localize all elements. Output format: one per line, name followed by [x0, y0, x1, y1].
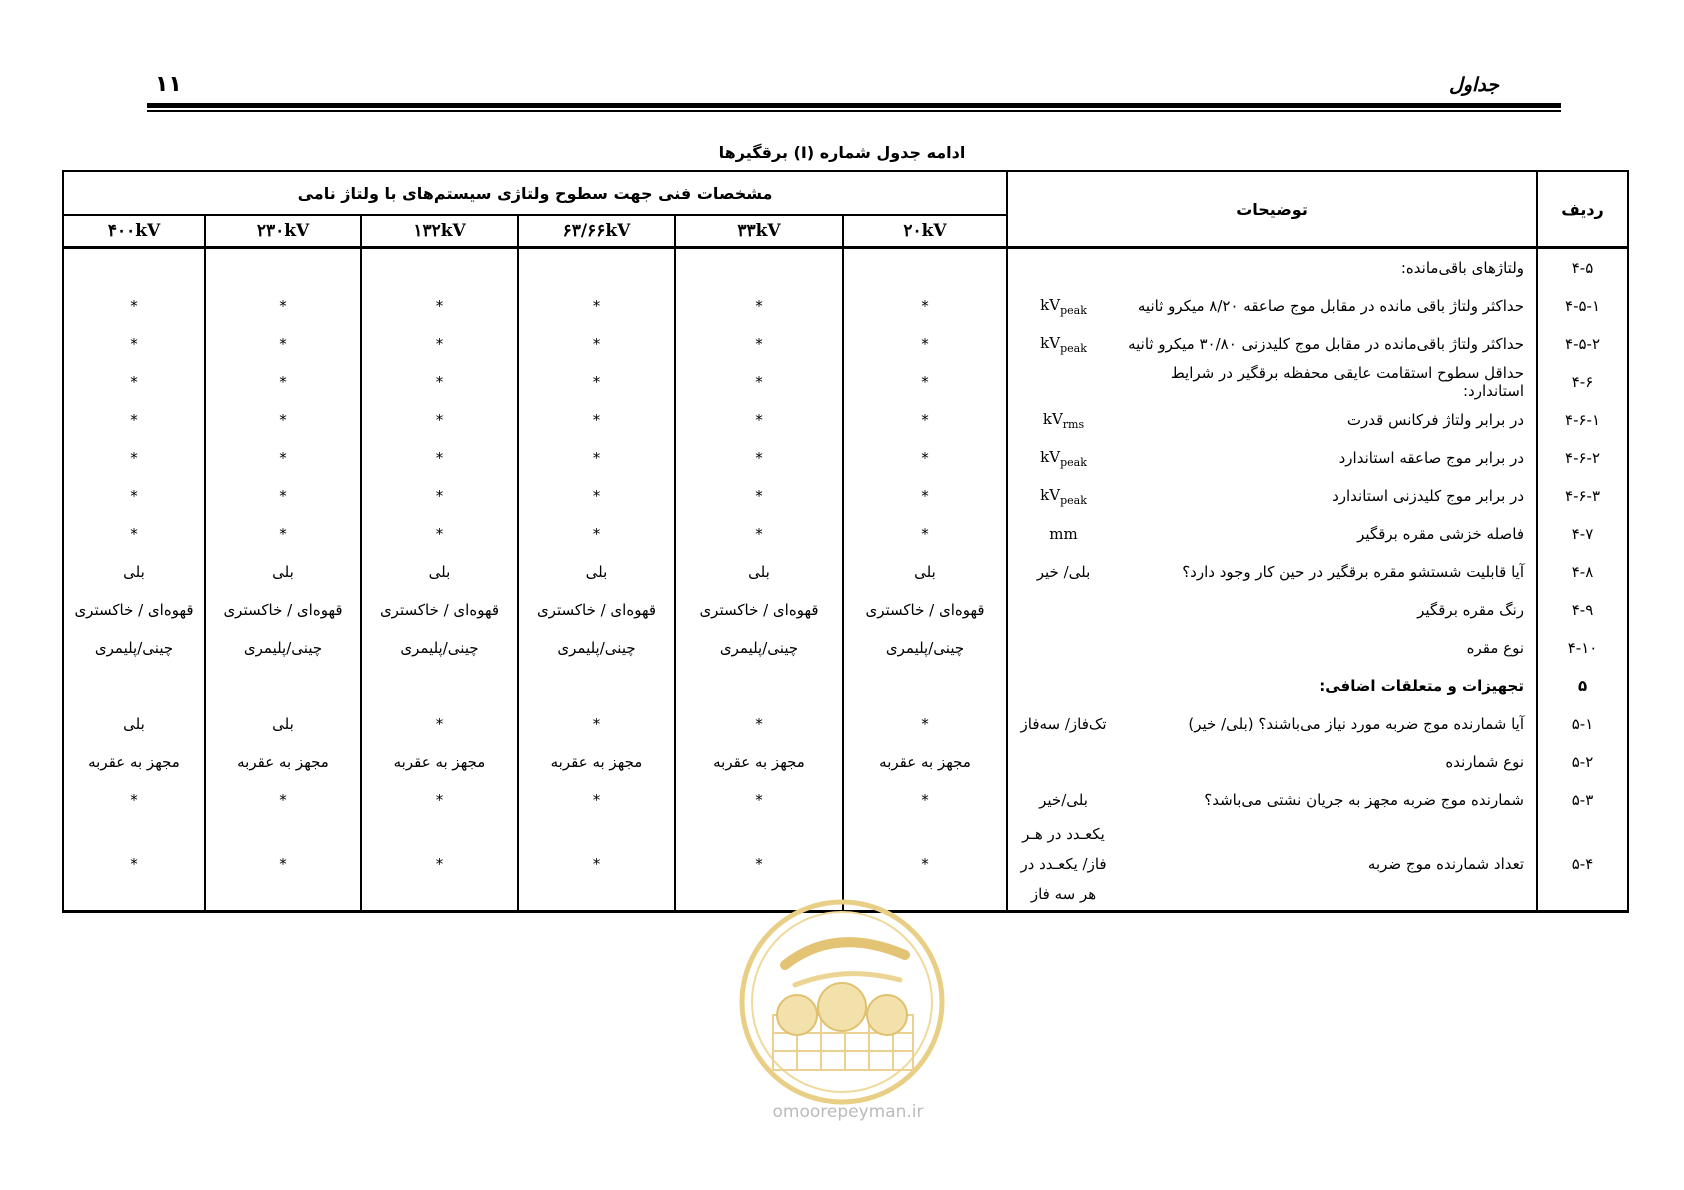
description-cell: در برابر ولتاژ فرکانس قدرت — [1119, 401, 1537, 439]
value-cell — [518, 248, 675, 288]
unit-cell — [1007, 363, 1119, 401]
unit-sub: peak — [1060, 341, 1087, 355]
description-cell: شمارنده موج ضربه مجهز به جریان نشتی می‌باشد؟ — [1119, 781, 1537, 819]
value-cell: قهوه‌ای / خاکستری — [843, 591, 1007, 629]
row-number-cell: ۴-۵-۱ — [1537, 287, 1628, 325]
unit-cell — [1007, 591, 1119, 629]
unit-main: kV — [1040, 333, 1061, 352]
value-cell: * — [205, 287, 361, 325]
value-cell: * — [675, 439, 843, 477]
value-cell: * — [843, 819, 1007, 911]
value-cell: * — [205, 781, 361, 819]
value-cell: * — [361, 401, 518, 439]
value-cell: * — [361, 515, 518, 553]
voltage-header: ۱۳۲kV — [361, 215, 518, 248]
table-row — [63, 629, 1628, 667]
unit-cell — [1007, 287, 1119, 325]
value-cell: * — [843, 477, 1007, 515]
table-row — [63, 325, 1628, 363]
description-cell: نوع مقره — [1119, 629, 1537, 667]
row-number-cell: ۵-۳ — [1537, 781, 1628, 819]
value-cell — [63, 667, 205, 705]
description-cell: حداقل سطوح استقامت عایقی محفظه برقگیر در شرایط استاندارد: — [1119, 363, 1537, 401]
value-cell: قهوه‌ای / خاکستری — [675, 591, 843, 629]
voltage-header: ۴۰۰kV — [63, 215, 205, 248]
row-number-cell: ۵-۴ — [1537, 819, 1628, 911]
row-number-cell: ۴-۵ — [1537, 248, 1628, 288]
unit-cell — [1007, 629, 1119, 667]
value-cell: مجهز به عقربه — [518, 743, 675, 781]
row-number-cell: ۴-۷ — [1537, 515, 1628, 553]
value-cell: * — [518, 439, 675, 477]
voltage-header: ۳۳kV — [675, 215, 843, 248]
unit-main: kV — [1040, 485, 1061, 504]
value-cell: بلی — [518, 553, 675, 591]
row-number-cell: ۴-۶-۱ — [1537, 401, 1628, 439]
value-cell: * — [843, 363, 1007, 401]
unit-cell — [1007, 248, 1119, 288]
unit-cell: بلی/خیر — [1007, 781, 1119, 819]
value-cell: * — [63, 401, 205, 439]
description-cell: نوع شمارنده — [1119, 743, 1537, 781]
value-cell: * — [205, 515, 361, 553]
description-cell: آیا شمارنده موج ضربه مورد نیاز می‌باشند؟ (بلی/ خیر) — [1119, 705, 1537, 743]
value-cell: چینی/پلیمری — [63, 629, 205, 667]
unit-sub: rms — [1062, 417, 1085, 431]
table-row — [63, 401, 1628, 439]
unit-main: kV — [1040, 295, 1061, 314]
value-cell: * — [518, 477, 675, 515]
value-cell: بلی — [205, 553, 361, 591]
voltage-header: ۲۰kV — [843, 215, 1007, 248]
description-cell: فاصله خزشی مقره برقگیر — [1119, 515, 1537, 553]
value-cell: بلی — [361, 553, 518, 591]
value-cell: مجهز به عقربه — [675, 743, 843, 781]
value-cell — [843, 667, 1007, 705]
value-cell: * — [361, 363, 518, 401]
value-cell: * — [361, 325, 518, 363]
table-row — [63, 667, 1628, 705]
value-cell — [361, 248, 518, 288]
value-cell: چینی/پلیمری — [361, 629, 518, 667]
value-cell: * — [843, 515, 1007, 553]
unit-cell: بلی/ خیر — [1007, 553, 1119, 591]
value-cell: مجهز به عقربه — [63, 743, 205, 781]
value-cell: * — [518, 705, 675, 743]
row-number-cell: ۴-۶-۲ — [1537, 439, 1628, 477]
desc-header: توضیحات — [1007, 171, 1537, 248]
value-cell: * — [518, 781, 675, 819]
row-number-cell: ۴-۶ — [1537, 363, 1628, 401]
value-cell: * — [205, 477, 361, 515]
value-cell: بلی — [63, 705, 205, 743]
value-cell — [205, 248, 361, 288]
value-cell: * — [63, 363, 205, 401]
value-cell: * — [675, 705, 843, 743]
unit-sub: peak — [1060, 455, 1087, 469]
page-number: ۱۱ — [155, 72, 182, 97]
value-cell: * — [843, 401, 1007, 439]
value-cell: قهوه‌ای / خاکستری — [361, 591, 518, 629]
row-number-cell: ۵-۲ — [1537, 743, 1628, 781]
unit-cell — [1007, 667, 1119, 705]
voltage-header: ۲۳۰kV — [205, 215, 361, 248]
description-cell: تعداد شمارنده موج ضربه — [1119, 819, 1537, 911]
value-cell: * — [675, 781, 843, 819]
value-cell: قهوه‌ای / خاکستری — [205, 591, 361, 629]
header-rule-thin — [147, 110, 1561, 112]
description-cell: حداکثر ولتاژ باقی‌مانده در مقابل موج کلیدزنی ۳۰/۸۰ میکرو ثانیه — [1119, 325, 1537, 363]
table-row — [63, 553, 1628, 591]
value-cell: * — [63, 515, 205, 553]
unit-cell — [1007, 439, 1119, 477]
unit-sub: peak — [1060, 493, 1087, 507]
value-cell: چینی/پلیمری — [675, 629, 843, 667]
unit-cell — [1007, 325, 1119, 363]
value-cell: * — [205, 819, 361, 911]
value-cell: * — [675, 287, 843, 325]
unit-cell — [1007, 743, 1119, 781]
value-cell: * — [361, 781, 518, 819]
value-cell: * — [361, 439, 518, 477]
unit-cell: mm — [1007, 515, 1119, 553]
value-cell: * — [675, 515, 843, 553]
unit-cell: تک‌فاز/ سه‌فاز — [1007, 705, 1119, 743]
value-cell: قهوه‌ای / خاکستری — [518, 591, 675, 629]
value-cell: * — [843, 781, 1007, 819]
unit-main: kV — [1040, 447, 1061, 466]
value-cell: * — [63, 287, 205, 325]
value-cell: * — [843, 325, 1007, 363]
value-cell: * — [843, 705, 1007, 743]
value-cell: * — [205, 401, 361, 439]
value-cell: * — [843, 287, 1007, 325]
description-cell: ولتاژهای باقی‌مانده: — [1119, 248, 1537, 288]
table-row — [63, 477, 1628, 515]
value-cell — [675, 248, 843, 288]
voltage-header: ۶۳/۶۶kV — [518, 215, 675, 248]
value-cell: چینی/پلیمری — [518, 629, 675, 667]
table-row — [63, 705, 1628, 743]
value-cell: مجهز به عقربه — [843, 743, 1007, 781]
value-cell — [843, 248, 1007, 288]
description-cell: حداکثر ولتاژ باقی مانده در مقابل موج صاعقه ۸/۲۰ میکرو ثانیه — [1119, 287, 1537, 325]
spec-table-wrapper — [62, 170, 1627, 913]
watermark-site: omoorepeyman.ir — [772, 1102, 924, 1122]
value-cell: بلی — [205, 705, 361, 743]
value-cell: * — [675, 401, 843, 439]
value-cell: چینی/پلیمری — [843, 629, 1007, 667]
value-cell — [205, 667, 361, 705]
value-cell: * — [518, 819, 675, 911]
row-number-cell: ۵ — [1537, 667, 1628, 705]
table-row — [63, 591, 1628, 629]
value-cell: * — [63, 819, 205, 911]
value-cell: بلی — [63, 553, 205, 591]
table-row — [63, 781, 1628, 819]
unit-sub: peak — [1060, 303, 1087, 317]
row-number-cell: ۴-۸ — [1537, 553, 1628, 591]
value-cell: * — [361, 287, 518, 325]
row-number-cell: ۵-۱ — [1537, 705, 1628, 743]
value-cell: * — [63, 439, 205, 477]
row-number-cell: ۴-۱۰ — [1537, 629, 1628, 667]
value-cell: بلی — [843, 553, 1007, 591]
section-title: تجهیزات و متعلقات اضافی: — [1119, 667, 1537, 705]
value-cell: * — [675, 477, 843, 515]
description-cell: رنگ مقره برقگیر — [1119, 591, 1537, 629]
value-cell — [361, 667, 518, 705]
table-caption: ادامه جدول شماره (I) برقگیرها — [718, 143, 966, 162]
unit-cell — [1007, 401, 1119, 439]
value-cell: * — [63, 325, 205, 363]
table-row — [63, 515, 1628, 553]
table-row — [63, 439, 1628, 477]
description-cell: آیا قابلیت شستشو مقره برقگیر در حین کار وجود دارد؟ — [1119, 553, 1537, 591]
value-cell: * — [518, 401, 675, 439]
watermark-stamp — [735, 895, 950, 1110]
row-number-cell: ۴-۵-۲ — [1537, 325, 1628, 363]
value-cell: * — [361, 705, 518, 743]
value-cell: * — [675, 819, 843, 911]
value-cell: * — [518, 515, 675, 553]
value-cell: مجهز به عقربه — [205, 743, 361, 781]
unit-cell — [1007, 477, 1119, 515]
unit-cell: یکعـدد در هـر فاز/ یکعـدد در هر سه فاز — [1007, 819, 1119, 911]
value-cell — [675, 667, 843, 705]
row-number-cell: ۴-۹ — [1537, 591, 1628, 629]
value-cell: مجهز به عقربه — [361, 743, 518, 781]
table-row — [63, 363, 1628, 401]
description-cell: در برابر موج صاعقه استاندارد — [1119, 439, 1537, 477]
value-cell: * — [675, 325, 843, 363]
value-cell — [518, 667, 675, 705]
table-row — [63, 248, 1628, 288]
value-cell: * — [843, 439, 1007, 477]
value-cell: * — [205, 363, 361, 401]
value-cell: * — [63, 781, 205, 819]
unit-main: kV — [1042, 409, 1063, 428]
description-cell: در برابر موج کلیدزنی استاندارد — [1119, 477, 1537, 515]
table-row — [63, 743, 1628, 781]
value-cell: قهوه‌ای / خاکستری — [63, 591, 205, 629]
spec-header: مشخصات فنی جهت سطوح ولتاژی سیستم‌های با ولتاژ نامی — [63, 171, 1007, 215]
value-cell: * — [361, 477, 518, 515]
value-cell: * — [518, 287, 675, 325]
value-cell: * — [205, 325, 361, 363]
value-cell: * — [63, 477, 205, 515]
value-cell: چینی/پلیمری — [205, 629, 361, 667]
header-rule — [147, 103, 1561, 108]
value-cell: بلی — [675, 553, 843, 591]
row-number-cell: ۴-۶-۳ — [1537, 477, 1628, 515]
spec-table — [62, 170, 1629, 913]
value-cell: * — [518, 363, 675, 401]
value-cell: * — [675, 363, 843, 401]
value-cell: * — [361, 819, 518, 911]
radif-header: ردیف — [1537, 171, 1628, 248]
chapter-title: جداول — [1449, 74, 1499, 96]
table-row — [63, 287, 1628, 325]
value-cell: * — [518, 325, 675, 363]
value-cell: * — [205, 439, 361, 477]
value-cell — [63, 248, 205, 288]
